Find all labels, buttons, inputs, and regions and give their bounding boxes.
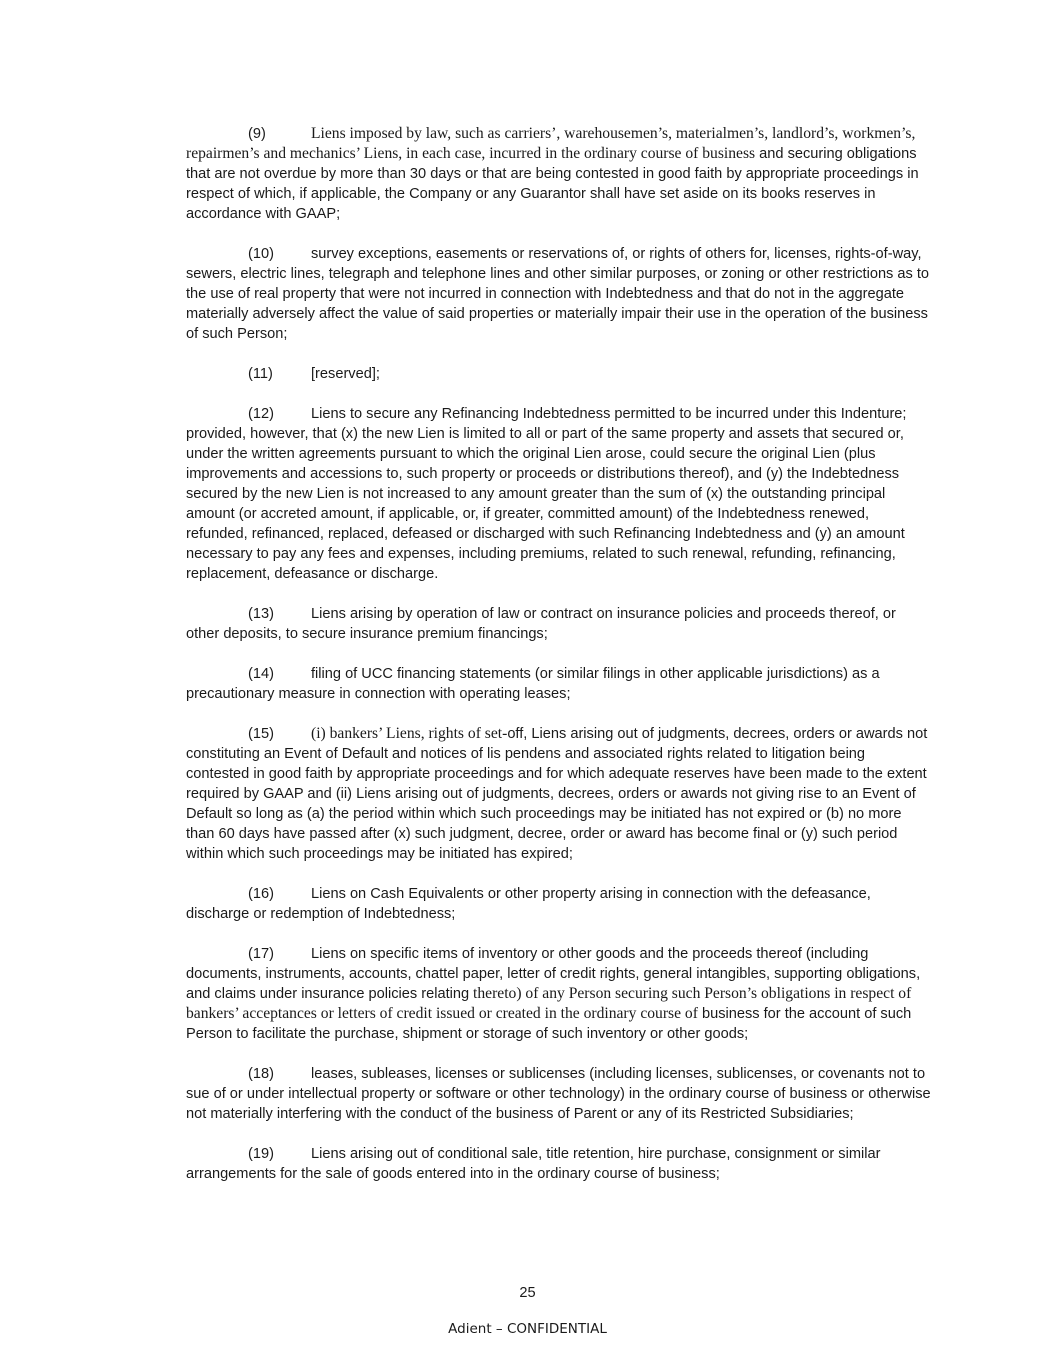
paragraph-text: Liens on specific items of inventory or other goods and the proceeds thereof (including documents, instruments, accounts, chattel paper, letter of credit rights, general intangibles, supporting obligations, and claims under insurance policies relating xyxy=(186,946,921,1002)
paragraph-text: Liens arising by operation of law or contract on insurance policies and proceeds thereof, or other deposits, to secure insurance premium financings; xyxy=(186,606,896,642)
paragraph-text: Liens to secure any Refinancing Indebtedness permitted to be incurred under this Indenture; provided, however, that (x) the new Lien is limited to all or part of the same property and assets that secured or, under the written agreements pursuant to which the original Lien arose, could secure the original Lien (plus improvements and accessions to, such property or proceeds or distributions thereof), and (y) the Indebtedness secured by the new Lien is not increased to any amount greater than the sum of (x) the outstanding principal amount (or accreted amount, if applicable, or, if greater, committed amount) of the Indebtedness renewed, refunded, refinanced, replaced, defeased or discharged with such Refinancing Indebtedness and (y) an amount necessary to pay any fees and expenses, including premiums, related to such renewal, refunding, refinancing, replacement, defeasance or discharge. xyxy=(186,406,907,582)
paragraph-13 xyxy=(186,604,931,644)
paragraph-number: (16) xyxy=(248,886,274,902)
paragraph-number: (15) xyxy=(248,726,274,742)
paragraph-text: [reserved]; xyxy=(311,366,380,382)
paragraph-14 xyxy=(186,664,931,704)
paragraph-lead: Liens imposed by law, such as carriers’, warehousemen’s, materialmen’s, landlord’s, workmen’s, repairmen’s and mechanics’ Liens, in each case, incurred in the ordinary course of business xyxy=(186,125,916,162)
paragraph-number: (14) xyxy=(248,666,274,682)
paragraph-serif-span: thereto) of any Person securing such Person’s obligations in respect of bankers’ acceptances or letters of credit issued or created in the ordinary course of xyxy=(186,985,912,1022)
document-body xyxy=(186,124,931,1204)
paragraph-15 xyxy=(186,724,931,864)
paragraph-number: (18) xyxy=(248,1066,274,1082)
paragraph-lead: (i) bankers’ Liens, rights of set- xyxy=(311,725,508,742)
confidential-footer: Adient – CONFIDENTIAL xyxy=(448,1321,607,1337)
paragraph-text: and securing obligations that are not overdue by more than 30 days or that are being contested in good faith by appropriate proceedings in respect of which, if applicable, the Company or any Guarantor shall have set aside on its books reserves in accordance with GAAP; xyxy=(186,146,919,222)
paragraph-number: (11) xyxy=(248,366,273,382)
paragraph-number: (19) xyxy=(248,1146,274,1162)
paragraph-text: Liens arising out of conditional sale, title retention, hire purchase, consignment or similar arrangements for the sale of goods entered into in the ordinary course of business; xyxy=(186,1146,881,1182)
paragraph-number: (12) xyxy=(248,406,274,422)
paragraph-number: (9) xyxy=(248,126,266,142)
paragraph-tail: business for the account of such Person to facilitate the purchase, shipment or storage of such inventory or other goods; xyxy=(186,1006,912,1042)
paragraph-10 xyxy=(186,244,931,344)
paragraph-text: survey exceptions, easements or reservations of, or rights of others for, licenses, rights-of-way, sewers, electric lines, telegraph and telephone lines and other similar purposes, or zoning or other restrictions as to the use of real property that were not incurred in connection with Indebtedness and that do not in the aggregate materially adversely affect the value of said properties or materially impair their use in the operation of the business of such Person; xyxy=(186,246,930,342)
paragraph-18 xyxy=(186,1064,931,1124)
paragraph-number: (17) xyxy=(248,946,274,962)
paragraph-text: leases, subleases, licenses or sublicenses (including licenses, sublicenses, or covenants not to sue of or under intellectual property or software or other technology) in the ordinary course of business or otherwise not materially interfering with the conduct of the business of Parent or any of its Restricted Subsidiaries; xyxy=(186,1066,931,1122)
paragraph-number: (10) xyxy=(248,246,274,262)
paragraph-17 xyxy=(186,944,931,1044)
page-number: 25 xyxy=(519,1285,536,1301)
paragraph-text: off, Liens arising out of judgments, decrees, orders or awards not constituting an Event of Default and notices of lis pendens and associated rights related to litigation being contested in good faith by appropriate proceedings and for which adequate reserves have been made to the extent required by GAAP and (ii) Liens arising out of judgments, decrees, orders or awards not giving rise to an Event of Default so long as (a) the period within which such proceedings may be initiated has not expired or (b) no more than 60 days have passed after (x) such judgment, decree, order or award has become final or (y) such period within which such proceedings may be initiated has expired; xyxy=(186,726,928,862)
paragraph-text: Liens on Cash Equivalents or other property arising in connection with the defeasance, discharge or redemption of Indebtedness; xyxy=(186,886,871,922)
paragraph-number: (13) xyxy=(248,606,274,622)
paragraph-19 xyxy=(186,1144,931,1184)
paragraph-16 xyxy=(186,884,931,924)
paragraph-text: filing of UCC financing statements (or similar filings in other applicable jurisdictions) as a precautionary measure in connection with operating leases; xyxy=(186,666,880,702)
paragraph-12 xyxy=(186,404,931,584)
paragraph-11 xyxy=(186,364,931,384)
paragraph-9 xyxy=(186,124,931,224)
